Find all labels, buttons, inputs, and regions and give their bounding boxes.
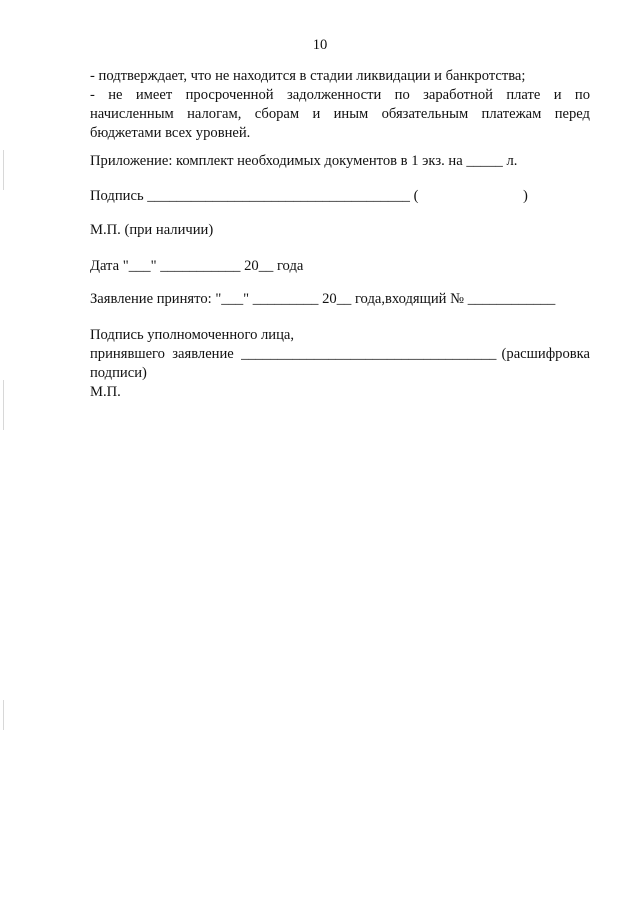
attachment-line: Приложение: комплект необходимых документов в 1 экз. на _____ л. xyxy=(90,153,518,169)
received-line: Заявление принято: "___" _________ 20__ года,входящий № ____________ xyxy=(90,291,556,307)
list-item-debt-line2: начисленным налогам, сборам и иным обязательным платежам перед xyxy=(90,106,590,122)
authorized-line1: Подпись уполномоченного лица, xyxy=(90,327,295,343)
requirements-list xyxy=(90,67,590,143)
scan-edge-mark xyxy=(3,380,4,430)
list-item-debt-line3: бюджетами всех уровней. xyxy=(90,125,251,141)
authorized-line3: подписи) xyxy=(90,365,147,381)
list-item-debt-line1: - не имеет просроченной задолженности по заработной плате и по xyxy=(90,87,590,103)
authorized-line4: М.П. xyxy=(90,384,121,400)
scan-edge-mark xyxy=(3,700,4,730)
signature-line xyxy=(90,187,590,206)
page-number: 10 xyxy=(312,37,328,53)
scan-edge-mark xyxy=(3,150,4,190)
authorized-signature-block xyxy=(90,326,590,402)
signature-label: Подпись ____________________________________ ( xyxy=(90,188,419,204)
signature-close-paren: ) xyxy=(523,188,528,204)
authorized-line2 xyxy=(90,345,590,364)
date-line: Дата "___" ___________ 20__ года xyxy=(90,258,304,274)
list-item-liquidation: - подтверждает, что не находится в стадии ликвидации и банкротства; xyxy=(90,68,526,84)
authorized-line2-right: (расшифровка xyxy=(501,346,590,362)
seal-line: М.П. (при наличии) xyxy=(90,222,214,238)
authorized-line2-left: принявшего заявление ___________________________________ xyxy=(90,346,497,362)
